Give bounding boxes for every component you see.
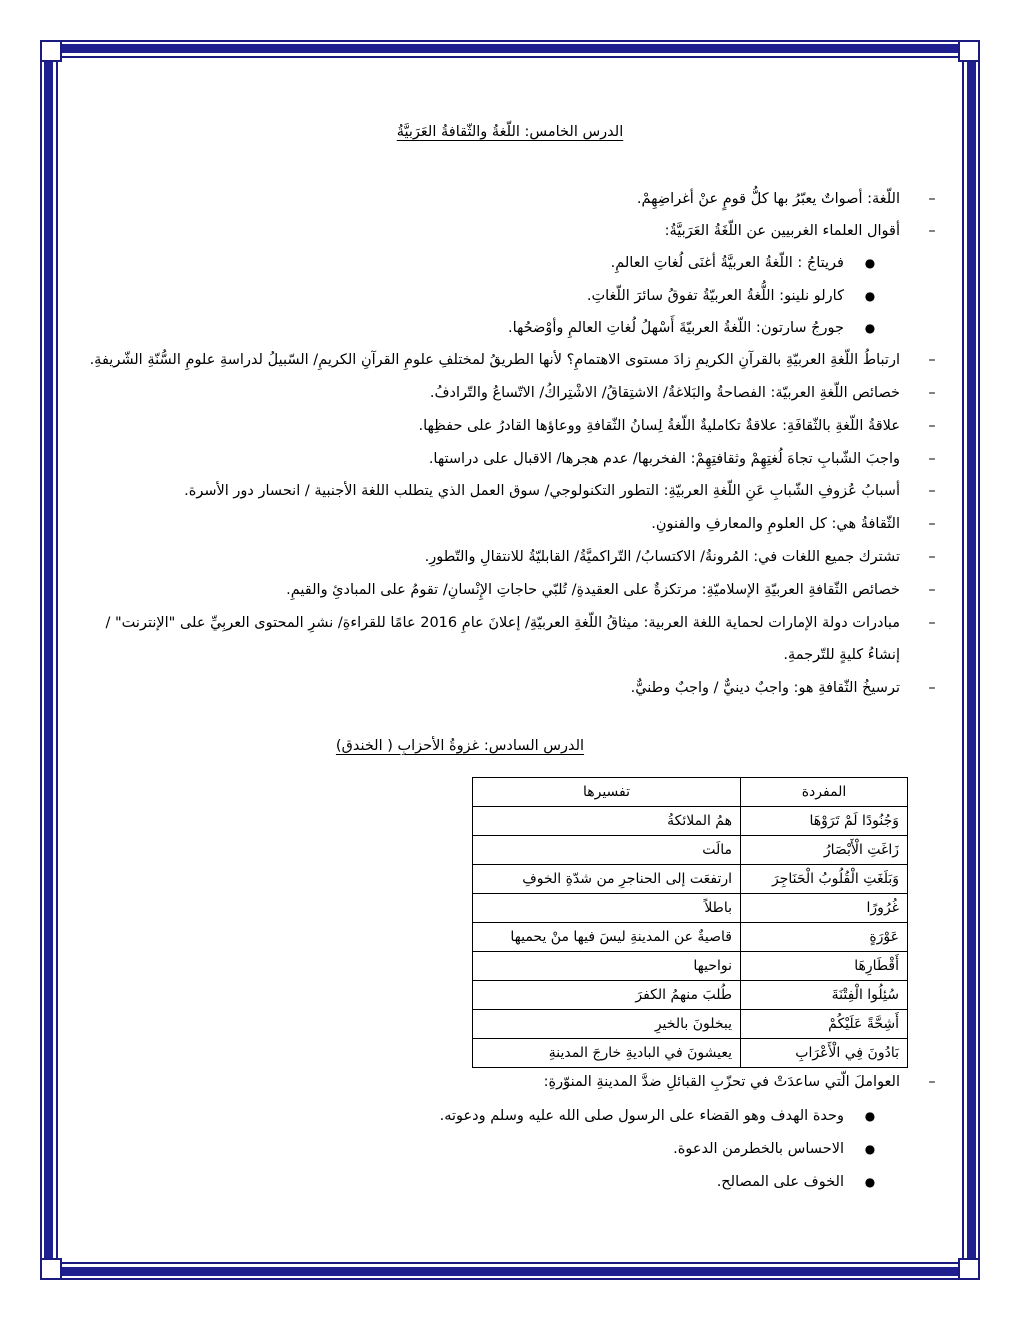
document-page <box>80 70 940 1250</box>
bullet-icon: ● <box>864 289 876 303</box>
dash-marker: – <box>928 483 936 499</box>
word-cell: وَبَلَغَتِ الْقُلُوبُ الْحَنَاجِرَ <box>741 865 908 894</box>
factor-item: ● وحدة الهدف وهو القضاء على الرسول صلى الله عليه وسلم ودعوته. <box>80 1100 940 1132</box>
meaning-cell: مالَت <box>473 836 741 865</box>
bullet-icon: ● <box>864 1142 876 1156</box>
word-cell: زَاغَتِ الْأَبْصَارُ <box>741 836 908 865</box>
bullet-icon: ● <box>864 1109 876 1123</box>
dash-marker: – <box>928 191 936 207</box>
dash-marker: – <box>928 418 936 434</box>
bullet-icon: ● <box>864 256 876 270</box>
table-row <box>473 865 908 894</box>
dash-marker: – <box>928 1074 936 1090</box>
meaning-cell: نواحيها <box>473 952 741 981</box>
column-header-meaning: تفسيرها <box>473 778 741 807</box>
dash-marker: – <box>928 615 936 631</box>
table-row <box>473 1039 908 1068</box>
dash-marker: – <box>928 582 936 598</box>
border-corner <box>40 40 62 62</box>
dash-marker: – <box>928 680 936 696</box>
meaning-cell: ارتفعَت إلى الحناجرِ من شدّةِ الخوفِ <box>473 865 741 894</box>
list-item: – واجبَ الشّبابِ تجاهَ لُغتِهِمْ وثقافتِهِمْ: الفخربها/ عدم هجرها/ الاقبال على دراستها. <box>80 443 940 475</box>
list-item: – اللّغة: أصواتٌ يعبّرُ بها كلُّ قومٍ عنْ أغراضِهِمْ. <box>80 183 940 215</box>
dash-marker: – <box>928 385 936 401</box>
factor-item: ● الخوف على المصالح. <box>80 1166 940 1198</box>
lesson5-title: الدرس الخامس: اللّغةُ والثّقافةُ العَرَبيَّةُ <box>396 124 624 140</box>
dash-marker: – <box>928 549 936 565</box>
border-corner <box>40 1258 62 1280</box>
meaning-cell: يعيشونَ في الباديةِ خارجَ المدينةِ <box>473 1039 741 1068</box>
list-item: – علاقةُ اللّغةِ بالثّقافَةِ: علاقةٌ تكامليةٌ اللّغةُ لِسانُ الثّقافةِ ووعاؤها القادرُ على حفظِها. <box>80 410 940 442</box>
list-item: – أسبابُ عُزوفِ الشّبابِ عَنِ اللّغةِ العربيّةِ: التطور التكنولوجي/ سوق العمل الذي يتطلب اللغة الأجنبية / انحسار دور الأسرة. <box>80 475 940 507</box>
table-row <box>473 894 908 923</box>
quote-item: ● فريتاجُ : اللّغةُ العربيَّةُ أغنَى لُغاتِ العالمِ. <box>80 247 940 279</box>
list-item: – أقوال العلماء الغربيين عن اللّغَةُ العَرَبيَّةُ: <box>80 215 940 247</box>
word-cell: غُرُورًا <box>741 894 908 923</box>
meaning-cell: قاصيةٌ عن المدينةِ ليسَ فيها منْ يحميها <box>473 923 741 952</box>
meaning-cell: همُ الملائكةُ <box>473 807 741 836</box>
word-cell: سُئِلُوا الْفِتْنَةَ <box>741 981 908 1010</box>
table-row <box>473 807 908 836</box>
word-cell: أَقْطَارِهَا <box>741 952 908 981</box>
quote-item: ● كارلو نلينو: اللُّغةُ العربيّةُ تفوقُ سائرَ اللّغاتِ. <box>80 280 940 312</box>
border-corner <box>958 40 980 62</box>
table-row <box>473 952 908 981</box>
table-row <box>473 923 908 952</box>
vocabulary-table <box>472 777 908 1068</box>
factor-item: ● الاحساس بالخطرمن الدعوة. <box>80 1133 940 1165</box>
bullet-icon: ● <box>864 321 876 335</box>
dash-marker: – <box>928 516 936 532</box>
meaning-cell: طُلبَ منهمُ الكفرَ <box>473 981 741 1010</box>
word-cell: وَجُنُودًا لَمْ تَرَوْهَا <box>741 807 908 836</box>
bullet-icon: ● <box>864 1175 876 1189</box>
meaning-cell: يبخلونَ بالخيرِ <box>473 1010 741 1039</box>
list-item: – خصائص الثّقافةِ العربيّةِ الإسلاميّةِ: مرتكزةٌ على العقيدةِ/ تُلبّي حاجاتِ الإِنْسانِ/ تقومُ على المبادئِ والقيمِ. <box>80 574 940 606</box>
list-item: – ارتباطُ اللّغةِ العربيّةِ بالقرآنِ الكريمِ زادَ مستوى الاهتمامِ؟ لأنها الطريقُ لمختلفِ علومِ القرآنِ الكريمِ/ السّبيلُ لدراسةِ علومِ السُّنّةِ الشّريفةِ. <box>80 344 940 376</box>
table-row <box>473 1010 908 1039</box>
dash-marker: – <box>928 451 936 467</box>
list-item: – تشترك جميع اللغات في: المُرونةُ/ الاكتسابُ/ التّراكميَّةُ/ القابليّةُ للانتقالِ والتّطورِ. <box>80 541 940 573</box>
dash-marker: – <box>928 352 936 368</box>
list-item: – الثّقافةُ هي: كل العلومِ والمعارفِ والفنونِ. <box>80 508 940 540</box>
list-item: – ترسيخُ الثّقافةِ هو: واجبٌ دينيٌّ / واجبٌ وطنيٌّ. <box>80 672 940 704</box>
word-cell: أَشِحَّةً عَلَيْكُمْ <box>741 1010 908 1039</box>
dash-marker: – <box>928 223 936 239</box>
lesson6-title: الدرس السادس: غزوةُ الأحزابِ ( الخندق) <box>335 738 585 754</box>
list-item: – العواملَ الّتي ساعدَتْ في تحزّبِ القبائلِ ضدَّ المدينةِ المنوّرةِ: <box>80 1066 940 1098</box>
border-corner <box>958 1258 980 1280</box>
meaning-cell: باطلاً <box>473 894 741 923</box>
table-row <box>473 836 908 865</box>
table-header-row <box>473 778 908 807</box>
quote-item: ● جورجُ سارتون: اللّغةُ العربيّةَ أَسْهلُ لُغاتِ العالمِ وأوْضحُها. <box>80 312 940 344</box>
column-header-word: المفردة <box>741 778 908 807</box>
word-cell: عَوْرَةٍ <box>741 923 908 952</box>
table-row <box>473 981 908 1010</box>
list-item: – مبادرات دولة الإمارات لحماية اللغة العربية: ميثاقُ اللّغةِ العربيّةِ/ إعلانَ عامِ 2016 عامًا للقراءةِ/ نشرِ المحتوى العربِيِّ على "الإنترنت" / إنشاءُ كليةٍ للتّرجمةِ. <box>80 607 940 671</box>
list-item: – خصائص اللّغةِ العربيّة: الفصاحةُ والبَلاغةُ/ الاشتِقاقُ/ الاشْتِراكُ/ الاتّساعُ والتّرادفُ. <box>80 377 940 409</box>
word-cell: بَادُونَ فِي الْأَعْرَابِ <box>741 1039 908 1068</box>
